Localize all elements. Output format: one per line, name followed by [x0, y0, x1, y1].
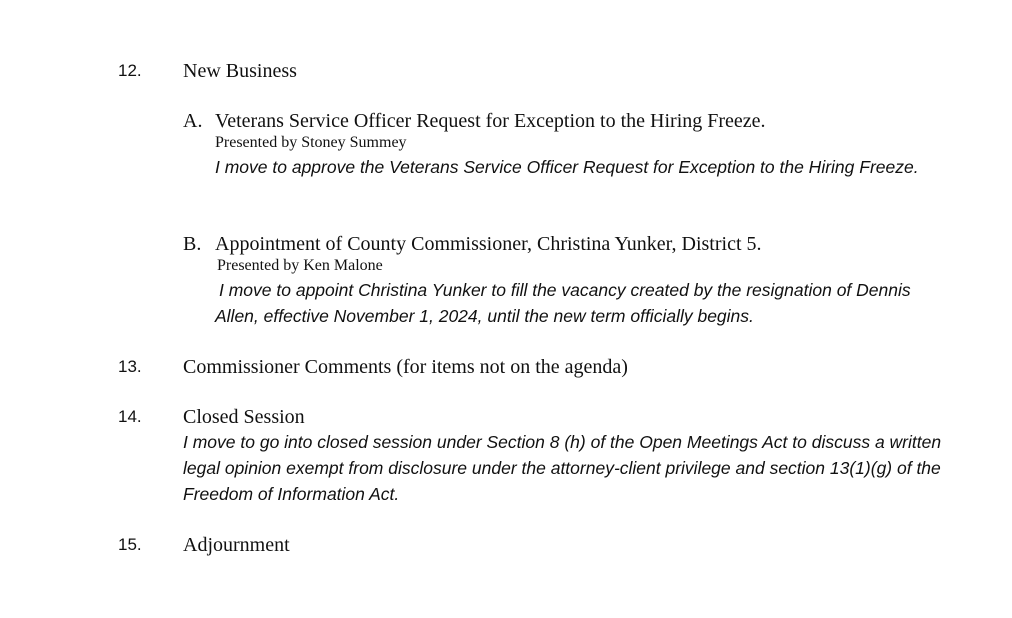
subitem-letter: A. — [183, 110, 203, 132]
subitem-title: Veterans Service Officer Request for Exception to the Hiring Freeze. — [215, 110, 766, 132]
item-title: Commissioner Comments (for items not on the agenda) — [183, 356, 628, 378]
subitem-letter: B. — [183, 233, 202, 255]
item-number: 12. — [118, 61, 142, 80]
item-number: 15. — [118, 535, 142, 554]
motion-text: I move to appoint Christina Yunker to fill the vacancy created by the resignation of Dennis Allen, effective November 1, 2024, until the new term officially begins. — [215, 280, 911, 326]
motion-text: I move to go into closed session under Section 8 (h) of the Open Meetings Act to discuss a written legal opinion exempt from disclosure under the attorney-client privilege and section 13(1)(g) of the Freedom of Information Act. — [183, 432, 942, 504]
item-title: New Business — [183, 60, 297, 82]
item-number: 13. — [118, 357, 142, 376]
motion-text: I move to approve the Veterans Service Officer Request for Exception to the Hiring Freeze. — [215, 157, 919, 177]
presenter-text: Presented by Stoney Summey — [215, 134, 407, 151]
item-number: 14. — [118, 407, 142, 426]
subitem-title: Appointment of County Commissioner, Christina Yunker, District 5. — [215, 233, 762, 255]
item-title: Adjournment — [183, 534, 290, 556]
item-title: Closed Session — [183, 406, 305, 428]
presenter-text: Presented by Ken Malone — [217, 257, 383, 274]
